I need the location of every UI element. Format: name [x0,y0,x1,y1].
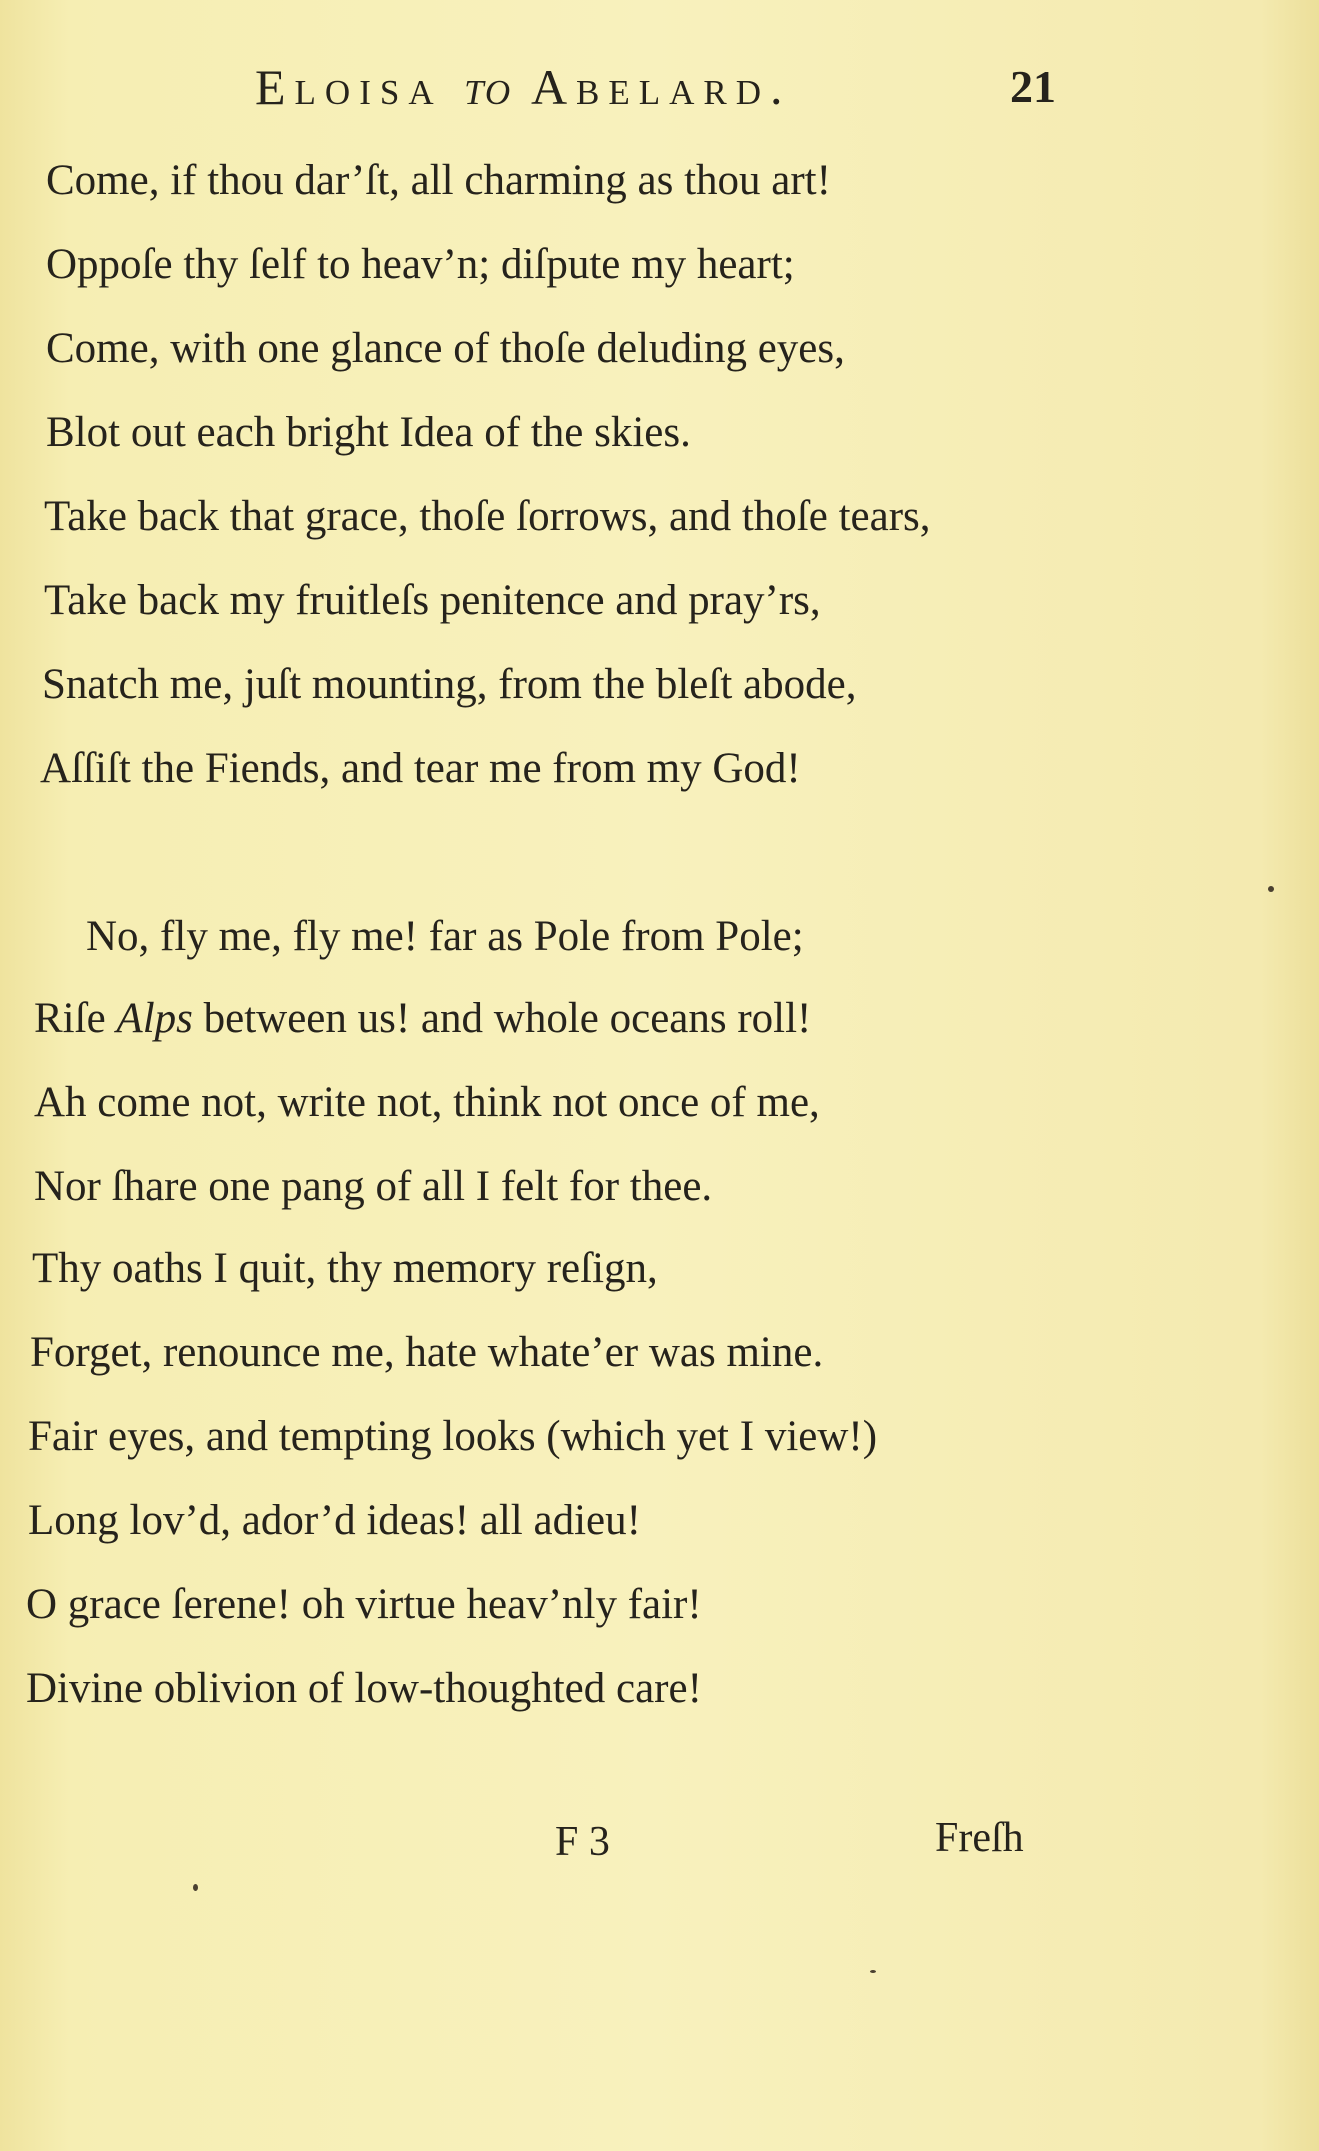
verse-line: Fair eyes, and tempting looks (which yet I view!) [28,1413,878,1460]
line-text: Riſe [34,995,117,1042]
catchword: Freſh [935,1815,1024,1861]
verse-line: Ah come not, write not, think not once of me, [34,1079,820,1126]
verse-line: Snatch me, juſt mounting, from the bleſt abode, [42,661,857,708]
verse-line: Come, if thou dar’ſt, all charming as thou art! [46,157,831,204]
verse-line [34,994,811,1044]
running-title [255,58,792,116]
verse-line: Come, with one glance of thoſe deluding eyes, [46,325,845,372]
page-number: 21 [1010,61,1056,112]
title-part-1: Eloisa [255,59,465,115]
verse-line: Aſſiſt the Fiends, and tear me from my God! [40,745,801,792]
running-header [0,58,1319,128]
verse-line: Take back that grace, thoſe ſorrows, and thoſe tears, [44,493,931,540]
paper-speck [870,1970,876,1973]
verse-line: Nor ſhare one pang of all I felt for thee. [34,1163,713,1210]
verse-line-indented: No, fly me, fly me! far as Pole from Pole; [86,913,804,960]
verse-line: Oppoſe thy ſelf to heav’n; diſpute my heart; [46,241,795,288]
verse-line: Forget, renounce me, hate whate’er was mine. [30,1329,824,1376]
verse-line: O grace ſerene! oh virtue heav’nly fair! [26,1581,702,1628]
verse-line: Take back my fruitleſs penitence and pray’rs, [44,577,821,624]
verse-line: Divine oblivion of low-thoughted care! [26,1665,702,1712]
title-italic-to: to [464,59,513,115]
verse-line: Blot out each bright Idea of the skies. [46,409,691,456]
title-part-2: Abelard. [512,59,792,115]
paper-speck [1268,886,1274,892]
paper-speck [193,1884,198,1891]
printer-signature: F 3 [555,1819,610,1865]
verse-line: Thy oaths I quit, thy memory reſign, [32,1245,658,1292]
verse-line: Long lov’d, ador’d ideas! all adieu! [28,1497,641,1544]
line-text: between us! and whole oceans roll! [192,995,812,1042]
italic-word-alps: Alps [116,995,193,1042]
